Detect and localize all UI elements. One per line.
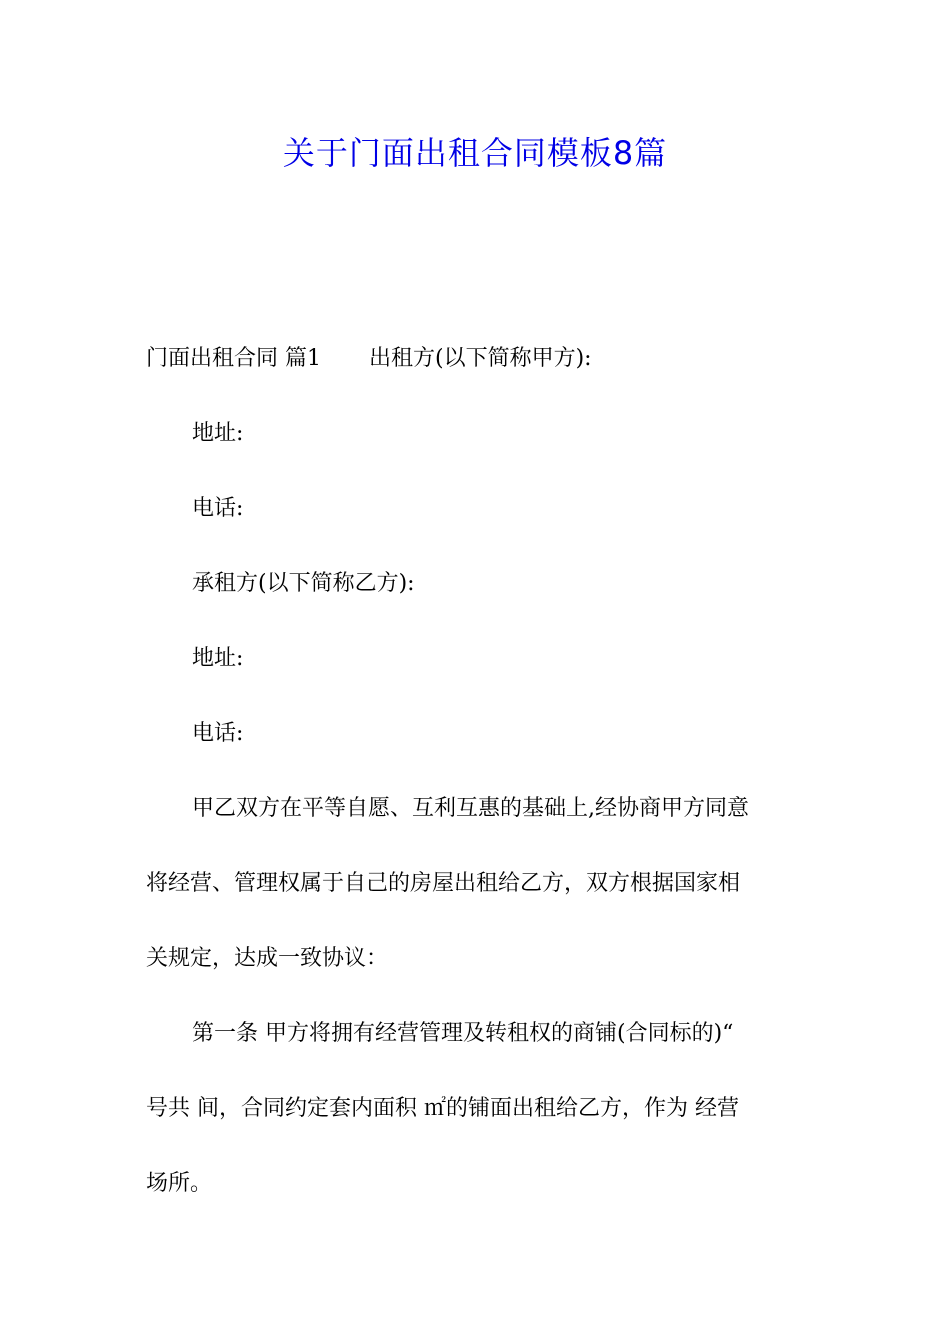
lessor-phone: 电话: <box>192 496 244 521</box>
paragraph-2-line-3: 场所。 <box>146 1171 213 1196</box>
lessee-address: 地址: <box>192 646 244 671</box>
lessor-address: 地址: <box>192 421 244 446</box>
contract-heading-line <box>146 336 810 411</box>
paragraph-2-line-2: 号共 间，合同约定套内面积 ㎡的铺面出租给乙方，作为 经营 <box>146 1096 739 1121</box>
document-body <box>146 336 810 1236</box>
paragraph-1-line-3: 关规定，达成一致协议： <box>146 946 389 971</box>
lessor-label: 出租方(以下简称甲方): <box>369 346 592 371</box>
lessee-label: 承租方(以下简称乙方): <box>192 571 415 596</box>
paragraph-1-line-1: 甲乙双方在平等自愿、互利互惠的基础上,经协商甲方同意 <box>192 796 749 821</box>
paragraph-2-line-1: 第一条 甲方将拥有经营管理及转租权的商铺(合同标的)“ <box>192 1021 734 1046</box>
document-title: 关于门面出租合同模板8篇 <box>282 134 668 172</box>
contract-heading: 门面出租合同 篇1 <box>146 346 321 371</box>
lessee-phone: 电话: <box>192 721 244 746</box>
paragraph-1-line-2: 将经营、管理权属于自己的房屋出租给乙方，双方根据国家相 <box>146 871 741 896</box>
